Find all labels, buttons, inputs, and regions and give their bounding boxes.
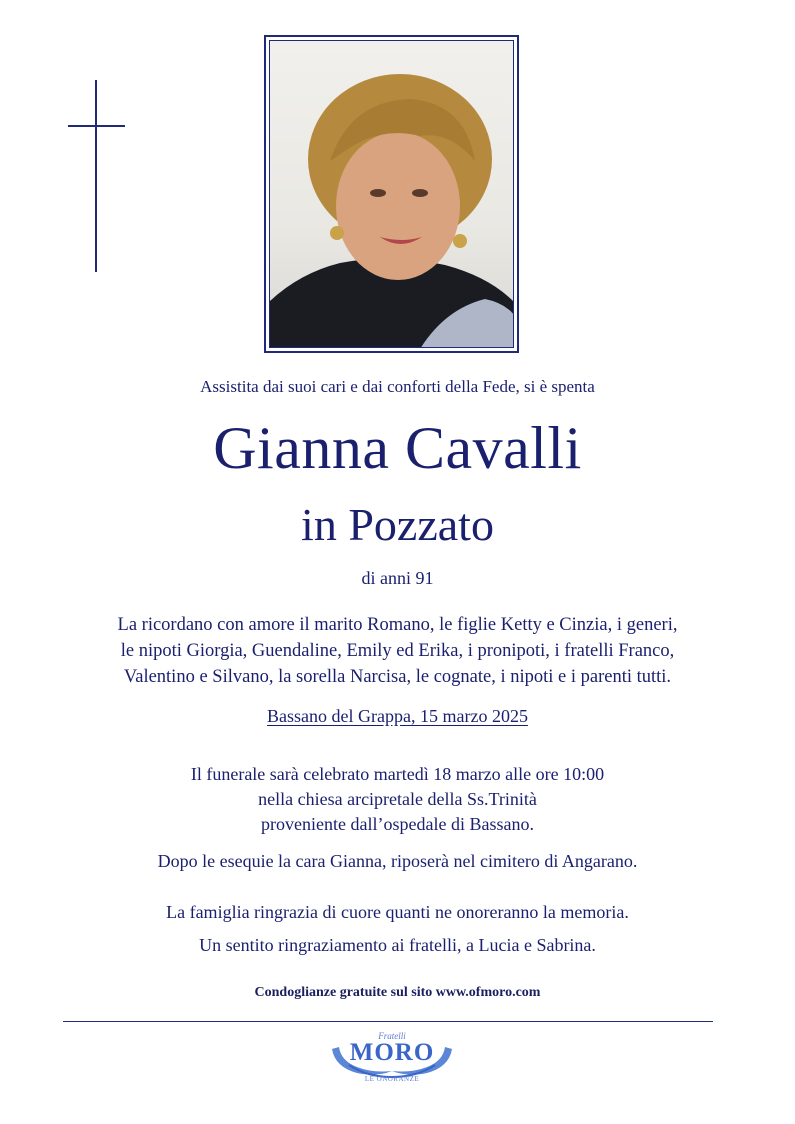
intro-text: Assistita dai suoi cari e dai conforti della Fede, si è spenta	[200, 377, 595, 396]
family-line: La ricordano con amore il marito Romano, le figlie Ketty e Cinzia, i generi,	[117, 615, 678, 635]
thanks-text-2: Un sentito ringraziamento ai fratelli, a Lucia e Sabrina.	[199, 935, 596, 955]
funeral-line: nella chiesa arcipretale della Ss.Trinità	[258, 789, 537, 809]
funeral-line: proveniente dall’ospedale di Bassano.	[261, 814, 534, 834]
cross-icon	[95, 80, 97, 272]
logo-main-text: MORO	[349, 1039, 435, 1066]
portrait-illustration	[270, 41, 514, 348]
company-logo	[327, 1027, 457, 1089]
portrait-frame	[264, 35, 519, 353]
logo-top-text: Fratelli	[378, 1031, 406, 1041]
family-paragraph	[0, 612, 795, 690]
married-name: in Pozzato	[301, 499, 494, 550]
logo-sub-text: LE ONORANZE	[364, 1075, 420, 1083]
place-date	[0, 706, 795, 727]
portrait-photo	[269, 40, 514, 348]
burial-text: Dopo le esequie la cara Gianna, riposerà nel cimitero di Angarano.	[157, 851, 638, 871]
thanks-text-1: La famiglia ringrazia di cuore quanti ne onoreranno la memoria.	[166, 902, 629, 922]
cross-icon-bar	[68, 125, 125, 127]
divider	[63, 1021, 713, 1022]
funeral-line: Il funerale sarà celebrato martedì 18 marzo alle ore 10:00	[190, 764, 605, 784]
funeral-paragraph	[0, 762, 795, 837]
age-text: di anni 91	[361, 568, 434, 588]
deceased-name: Gianna Cavalli	[213, 415, 582, 481]
family-line: Valentino e Silvano, la sorella Narcisa, le cognate, i nipoti e i parenti tutti.	[123, 667, 672, 687]
family-line: le nipoti Giorgia, Guendaline, Emily ed Erika, i pronipoti, i fratelli Franco,	[120, 641, 675, 661]
condolences-link[interactable]: Condoglianze gratuite sul sito www.ofmoro.com	[254, 985, 541, 1000]
place-date-text: Bassano del Grappa, 15 marzo 2025	[267, 706, 528, 726]
